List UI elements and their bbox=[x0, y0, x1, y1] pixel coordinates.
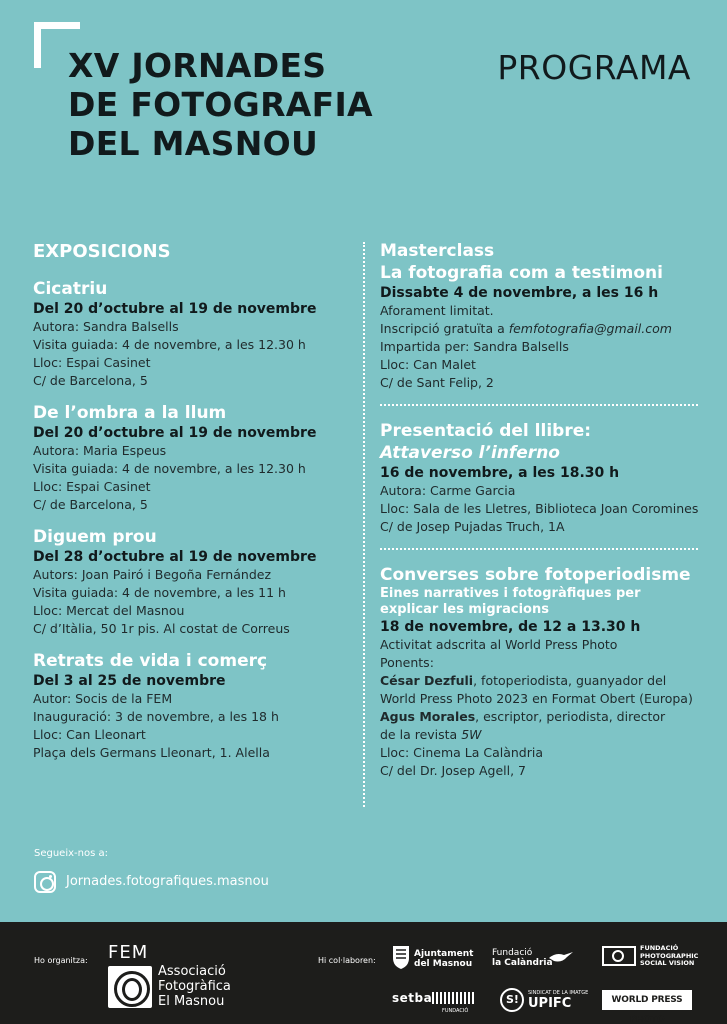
follow-label: Segueix-nos a: bbox=[34, 848, 108, 859]
calandria-logo bbox=[492, 948, 553, 968]
registration-prefix: Inscripció gratuïta a bbox=[380, 321, 509, 336]
title-line-3: DEL MASNOU bbox=[68, 124, 319, 163]
masterclass-venue: Lloc: Can Malet bbox=[380, 357, 476, 372]
converses-heading: Converses sobre fotoperiodisme bbox=[380, 565, 691, 585]
event-date: Del 3 al 25 de novembre bbox=[33, 673, 226, 689]
registration-email[interactable]: femfotografia@gmail.com bbox=[508, 321, 672, 336]
title-line-2: DE FOTOGRAFIA bbox=[68, 85, 373, 124]
page-title bbox=[68, 46, 373, 163]
event-address: C/ de Barcelona, 5 bbox=[33, 497, 148, 512]
world-press-photo-logo: WORLD PRESS PHOTO bbox=[602, 990, 692, 1010]
event-venue: Lloc: Mercat del Masnou bbox=[33, 603, 185, 618]
event-guided-visit: Visita guiada: 4 de novembre, a les 12.30 h bbox=[33, 337, 306, 352]
event-title: De l’ombra a la llum bbox=[33, 403, 227, 423]
organizer-label: Ho organitza: bbox=[34, 956, 88, 965]
event-title: Retrats de vida i comerç bbox=[33, 651, 268, 671]
fem-name bbox=[158, 964, 231, 1009]
event-date: Del 20 d’octubre al 19 de novembre bbox=[33, 425, 317, 441]
psv-logo bbox=[640, 945, 698, 968]
speaker-1-award: World Press Photo 2023 en Format Obert (Europa) bbox=[380, 691, 693, 706]
event-address: Plaça dels Germans Lleonart, 1. Alella bbox=[33, 745, 270, 760]
column-divider bbox=[363, 242, 365, 807]
masterclass-capacity: Aforament limitat. bbox=[380, 303, 494, 318]
masterclass-address: C/ de Sant Felip, 2 bbox=[380, 375, 494, 390]
ajuntament-shield-icon bbox=[392, 944, 410, 970]
masterclass-speaker: Impartida per: Sandra Balsells bbox=[380, 339, 569, 354]
exposicions-column bbox=[33, 240, 348, 774]
bird-icon bbox=[548, 950, 574, 964]
event-author: Autora: Maria Espeus bbox=[33, 443, 167, 458]
barcode-icon bbox=[432, 992, 476, 1004]
converses-subtitle-1: Eines narratives i fotogràfiques per bbox=[380, 586, 641, 601]
event-author: Autora: Sandra Balsells bbox=[33, 319, 179, 334]
dotted-divider bbox=[380, 548, 698, 550]
masterclass-block bbox=[380, 240, 700, 392]
presentation-address: C/ de Josep Pujadas Truch, 1A bbox=[380, 519, 565, 534]
event-address: C/ de Barcelona, 5 bbox=[33, 373, 148, 388]
calandria-line-1: Fundació bbox=[492, 948, 533, 958]
programa-heading: PROGRAMA bbox=[497, 48, 691, 87]
event-diguem-prou bbox=[33, 526, 348, 638]
event-guided-visit: Visita guiada: 4 de novembre, a les 12.30 h bbox=[33, 461, 306, 476]
speaker-2-magazine bbox=[380, 726, 700, 744]
presentation-title: Attaverso l’inferno bbox=[380, 443, 560, 463]
event-author: Autor: Socis de la FEM bbox=[33, 691, 173, 706]
speaker-2 bbox=[380, 708, 700, 726]
fem-line-3: El Masnou bbox=[158, 994, 225, 1009]
instagram-icon[interactable] bbox=[34, 871, 56, 893]
event-date: Del 20 d’octubre al 19 de novembre bbox=[33, 301, 317, 317]
fem-logo-icon bbox=[108, 966, 152, 1008]
lens-icon bbox=[612, 950, 624, 962]
event-author: Autors: Joan Pairó i Begoña Fernández bbox=[33, 567, 272, 582]
event-title: Diguem prou bbox=[33, 527, 157, 547]
presentation-date: 16 de novembre, a les 18.30 h bbox=[380, 465, 620, 481]
masterclass-heading: Masterclass bbox=[380, 241, 495, 261]
converses-wpp-note: Activitat adscrita al World Press Photo bbox=[380, 637, 618, 652]
converses-speakers-label: Ponents: bbox=[380, 655, 434, 670]
upifc-logo: UPIFC bbox=[528, 996, 572, 1011]
converses-block bbox=[380, 564, 700, 780]
presentation-venue: Lloc: Sala de les Lletres, Biblioteca Joan Coromines bbox=[380, 501, 699, 516]
speaker-1-name: César Dezfuli bbox=[380, 673, 474, 688]
converses-subtitle-2: explicar les migracions bbox=[380, 602, 549, 617]
fem-line-2: Fotogràfica bbox=[158, 979, 231, 994]
converses-address: C/ del Dr. Josep Agell, 7 bbox=[380, 763, 527, 778]
event-ombra-llum bbox=[33, 402, 348, 514]
masterclass-date: Dissabte 4 de novembre, a les 16 h bbox=[380, 285, 659, 301]
exposicions-heading: EXPOSICIONS bbox=[33, 241, 171, 262]
magazine-name: 5W bbox=[461, 727, 482, 742]
event-venue: Lloc: Espai Casinet bbox=[33, 479, 151, 494]
setba-sub: FUNDACIÓ bbox=[442, 1008, 469, 1014]
setba-logo: setba bbox=[392, 991, 433, 1005]
footer-bar: Ho organitza: FEM Associació Fotogràfica El Masnou Hi col·laboren: Ajuntament del Masnou Fundació la Calàndria FUNDACIÓ PHOTOGRAPHIC SOCIAL VISION setba FUNDACIÓ S! SINDICAT DE LA IMATGE UPIFC WORLD PRESS PHOTO bbox=[0, 922, 727, 1024]
masterclass-title: La fotografia com a testimoni bbox=[380, 263, 663, 283]
activities-column bbox=[380, 240, 700, 780]
upifc-top: SINDICAT DE LA IMATGE bbox=[528, 990, 589, 996]
ajuntament-line-2: del Masnou bbox=[414, 959, 473, 969]
event-date: Del 28 d’octubre al 19 de novembre bbox=[33, 549, 317, 565]
event-opening: Inauguració: 3 de novembre, a les 18 h bbox=[33, 709, 279, 724]
presentation-heading: Presentació del llibre: bbox=[380, 421, 592, 441]
masterclass-registration bbox=[380, 320, 700, 338]
psv-line-3: SOCIAL VISION bbox=[640, 959, 695, 967]
fem-line-1: Associació bbox=[158, 964, 226, 979]
collaborators-label: Hi col·laboren: bbox=[318, 956, 376, 965]
converses-venue: Lloc: Cinema La Calàndria bbox=[380, 745, 544, 760]
converses-date: 18 de novembre, de 12 a 13.30 h bbox=[380, 619, 641, 635]
event-venue: Lloc: Espai Casinet bbox=[33, 355, 151, 370]
event-address: C/ d’Itàlia, 50 1r pis. Al costat de Correus bbox=[33, 621, 290, 636]
dotted-divider bbox=[380, 404, 698, 406]
instagram-handle[interactable]: Jornades.fotografiques.masnou bbox=[66, 874, 269, 889]
speaker-2-name: Agus Morales bbox=[380, 709, 476, 724]
event-venue: Lloc: Can Lleonart bbox=[33, 727, 146, 742]
event-guided-visit: Visita guiada: 4 de novembre, a les 11 h bbox=[33, 585, 286, 600]
speaker-2-desc: , escriptor, periodista, director bbox=[475, 709, 666, 724]
event-cicatriu bbox=[33, 278, 348, 390]
book-presentation-block bbox=[380, 420, 700, 536]
event-title: Cicatriu bbox=[33, 279, 108, 299]
ajuntament-logo bbox=[414, 949, 473, 969]
speaker-1-desc: , fotoperiodista, guanyador del bbox=[473, 673, 667, 688]
fem-wordmark: FEM bbox=[108, 942, 149, 963]
ajuntament-line-1: Ajuntament bbox=[414, 949, 474, 959]
presentation-author: Autora: Carme Garcia bbox=[380, 483, 516, 498]
title-line-1: XV JORNADES bbox=[68, 46, 327, 85]
psv-line-1: FUNDACIÓ bbox=[640, 944, 679, 952]
calandria-line-2: la Calàndria bbox=[492, 958, 553, 968]
magazine-prefix: de la revista bbox=[380, 727, 462, 742]
psv-line-2: PHOTOGRAPHIC bbox=[640, 951, 699, 960]
speaker-1 bbox=[380, 672, 700, 690]
event-retrats bbox=[33, 650, 348, 762]
